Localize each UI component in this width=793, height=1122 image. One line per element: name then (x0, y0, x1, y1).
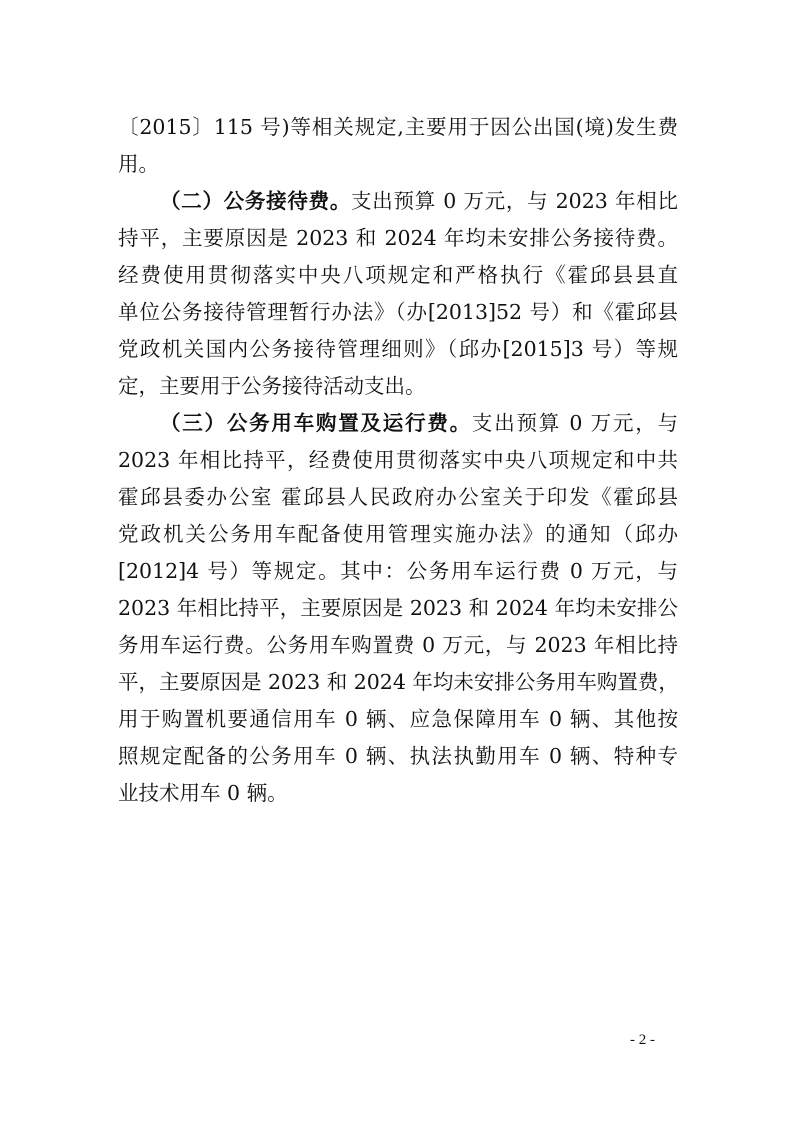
section-3-lead-text: 支出预算 0 万元，与 (471, 411, 679, 435)
body-line-13: [2012]4 号）等规定。其中：公务用车运行费 0 万元，与 (118, 559, 678, 583)
body-line-10: 2023 年相比持平，经费使用贯彻落实中央八项规定和中共 (118, 448, 678, 472)
body-line-19: 业技术用车 0 辆。 (118, 781, 288, 805)
body-line-8: 定，主要用于公务接待活动支出。 (118, 374, 426, 398)
body-line-7: 党政机关国内公务接待管理细则》（邱办[2015]3 号）等规 (118, 337, 678, 361)
body-line-1: 〔2015〕115 号)等相关规定,主要用于因公出国(境)发生费 (118, 115, 678, 139)
section-3-heading: （三）公务用车购置及运行费。 (160, 411, 472, 435)
body-line-17: 用于购置机要通信用车 0 辆、应急保障用车 0 辆、其他按 (118, 707, 678, 731)
page-number: - 2 - (630, 1032, 655, 1048)
section-2-first-line (160, 186, 678, 216)
body-line-11: 霍邱县委办公室 霍邱县人民政府办公室关于印发《霍邱县 (118, 485, 678, 509)
section-2-heading: （二）公务接待费。 (160, 189, 352, 213)
body-line-4: 持平，主要原因是 2023 和 2024 年均未安排公务接待费。 (118, 226, 678, 250)
section-3-first-line (160, 408, 678, 438)
body-line-12: 党政机关公务用车配备使用管理实施办法》的通知（邱办 (118, 522, 678, 546)
body-line-18: 照规定配备的公务用车 0 辆、执法执勤用车 0 辆、特种专 (118, 744, 678, 768)
body-line-5: 经费使用贯彻落实中央八项规定和严格执行《霍邱县县直 (118, 263, 678, 287)
body-line-6: 单位公务接待管理暂行办法》（办[2013]52 号）和《霍邱县 (118, 300, 678, 324)
body-line-2: 用。 (118, 152, 159, 176)
body-line-15: 务用车运行费。公务用车购置费 0 万元，与 2023 年相比持 (118, 633, 678, 657)
section-2-lead-text: 支出预算 0 万元，与 2023 年相比 (351, 189, 679, 213)
body-line-14: 2023 年相比持平，主要原因是 2023 和 2024 年均未安排公 (118, 596, 678, 620)
body-line-16: 平，主要原因是 2023 和 2024 年均未安排公务用车购置费， (118, 670, 679, 694)
